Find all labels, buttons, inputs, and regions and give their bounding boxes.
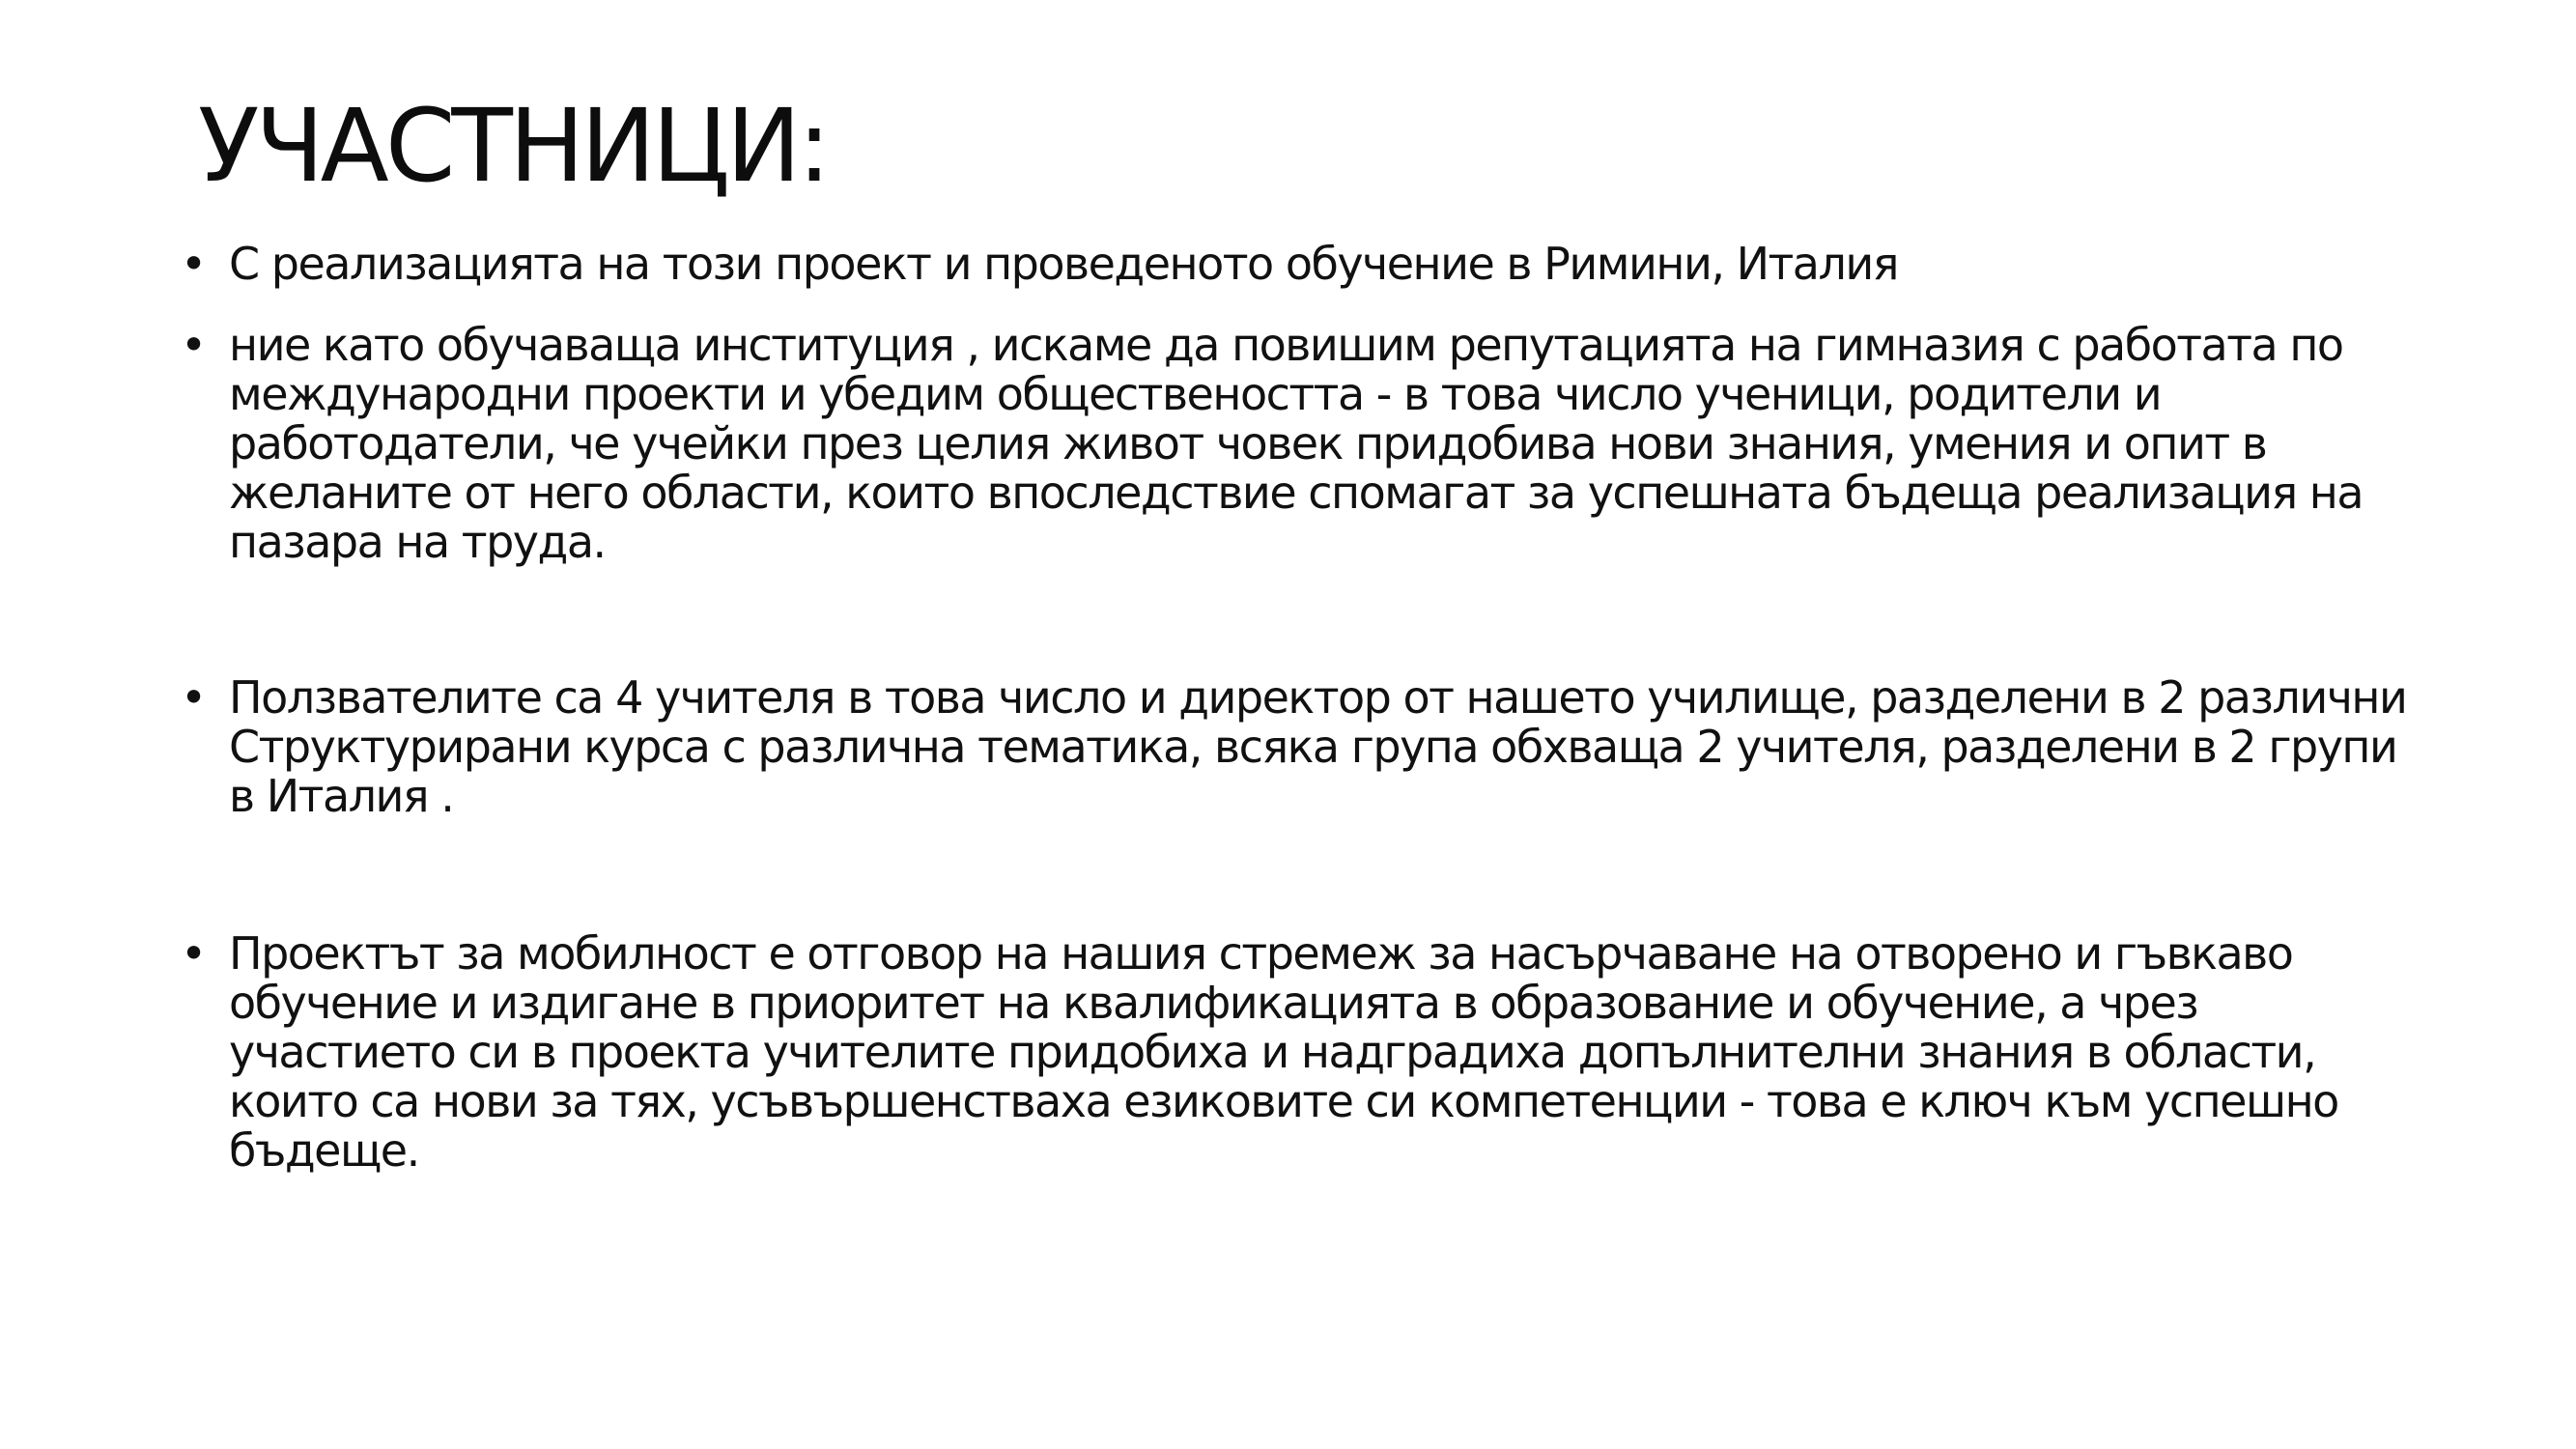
bullet-item xyxy=(181,673,2431,821)
bullet-marker: • xyxy=(181,238,206,290)
bullet-marker: • xyxy=(181,319,206,371)
bullet-item xyxy=(181,321,2431,567)
bullet-text: Ползвателите са 4 учителя в това число и директор от нашето училище, разделени в 2 различни Структурирани курса с различна тематика, всяка група обхваща 2 учителя, разделени в 2 групи в Италия . xyxy=(229,671,2407,822)
bullet-item xyxy=(181,240,2431,289)
bullet-list xyxy=(181,240,2431,1176)
bullet-text: ние като обучаваща институция , искаме да повишим репутацията на гимназия с работата по международни проекти и убедим обществеността - в това число ученици, родители и работодатели, че учейки през целия живот човек придобива нови знания, умения и опит в желаните от него области, които впоследствие спомагат за успешната бъдеща реализация на пазара на труда. xyxy=(229,319,2364,568)
bullet-marker: • xyxy=(181,927,206,980)
bullet-text: Проектът за мобилност е отговор на нашия стремеж за насърчаване на отворено и гъвкаво обучение и издигане в приоритет на квалификацията в образование и обучение, а чрез участието си в проекта учителите придобиха и надградиха допълнителни знания в области, които са нови за тях, усъвършенстваха езиковите си компетенции - това е ключ към успешно бъдеще. xyxy=(229,927,2338,1177)
bullet-item xyxy=(181,929,2431,1176)
slide-title: УЧАСТНИЦИ: xyxy=(198,87,828,205)
bullet-text: С реализацията на този проект и проведеното обучение в Римини, Италия xyxy=(229,238,1898,290)
bullet-marker: • xyxy=(181,671,206,724)
